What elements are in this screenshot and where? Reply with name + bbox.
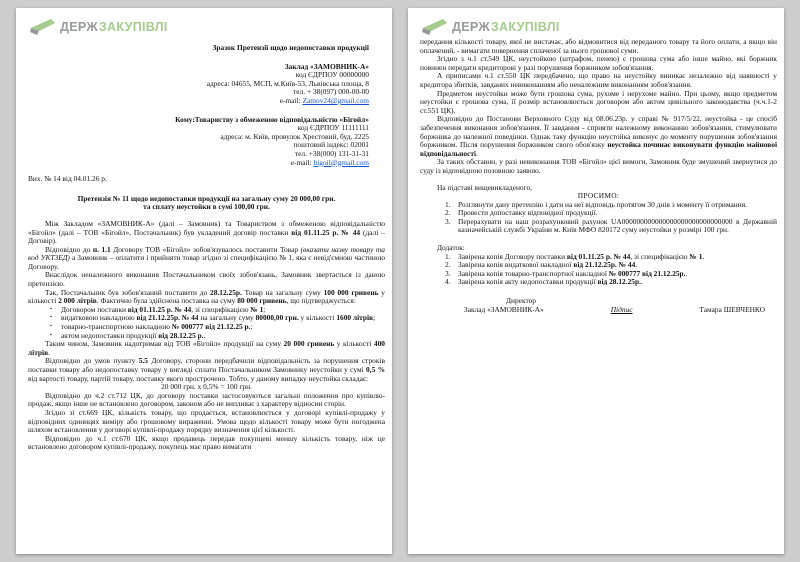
text-segment: № 1 <box>250 304 264 314</box>
annex-list <box>445 253 777 287</box>
evidence-list <box>50 306 385 340</box>
request-intro: На підставі вищевикладеного, <box>437 182 533 192</box>
logo-arrow-icon <box>422 18 448 36</box>
text-segment: у кількості <box>28 287 385 306</box>
sender-phone: тел. + 38(097) 000-00-00 <box>293 87 369 97</box>
claim-title-line1: Претензія № 11 щодо недопоставки продукції на загальну суму 20 000,00 грн. <box>77 193 336 203</box>
text-segment: від вартості товару, партій товару, поставку якого прострочено. Тобто, у даному випадку неустойка складає: <box>28 373 369 383</box>
text-segment: . <box>640 277 643 287</box>
text-segment: 80000,00 грн. <box>255 313 299 323</box>
text-segment: 400 літрів <box>28 339 385 357</box>
sample-title: Зразок Претензії щодо недопоставки продукції <box>212 43 369 52</box>
text-segment: . Фактично була здійснена поставка на суму <box>96 296 238 306</box>
text-segment: від 01.11.25 р. № 44 <box>291 227 361 237</box>
paragraph <box>420 90 777 116</box>
item-number: 3. <box>445 268 451 278</box>
text-segment: Відповідно до <box>45 244 93 254</box>
text-segment: За таких обставин, у разі невиконання ТОВ «Бігойл» цієї вимоги, Замовник буде змушений звернутися до суду із відповідною позовною заявою. <box>420 157 777 175</box>
text-segment: від 28.12.25 р. <box>158 330 204 340</box>
paragraph <box>420 38 777 55</box>
paragraph <box>28 289 385 306</box>
text-segment: 100 000 гривень <box>323 287 379 297</box>
text-segment: № 1 <box>689 251 703 261</box>
paragraph <box>28 435 385 452</box>
text-segment: Предметом неустойки може бути грошова сума, рухоме і нерухоме майно. При цьому, якщо предметом неустойки є грошова сума, її розмір встановлюється договором або актом цивільного законодавства (ч.ч.1-2 ст.551 ЦК). <box>420 88 777 115</box>
recipient-block <box>28 116 385 168</box>
text-segment: Відповідно до умов пункту <box>45 356 139 366</box>
recipient-email-link[interactable]: bigoil@gmail.com <box>313 157 369 167</box>
text-segment: . <box>635 260 638 270</box>
paragraph <box>28 409 385 435</box>
text-segment: Завірена копія товарно-транспортної накладної <box>458 268 609 278</box>
text-segment: неустойка починає виконувати функцію майнової відповідальності <box>420 140 777 158</box>
paragraph <box>28 246 385 272</box>
text-segment: Договору ТОВ «Бігойл» зобов'язувалось поставити Товар <box>110 244 301 254</box>
item-number: 4. <box>445 277 451 287</box>
text-segment: Згідно з ч.1 ст.549 ЦК, неустойкою (штрафом, пенею) є грошова сума або інше майно, які боржник повинен передати кредиторові у разі порушення боржником зобов'язання. <box>420 54 777 72</box>
text-segment: Відповідно до ч.1 ст.670 ЦК, якщо продавець передав покупцеві меншу кількість товару, ніж це встановлено договором купівлі-продажу, покупець має право вимагати <box>28 433 385 452</box>
text-segment: (далі – Договір). <box>28 227 385 246</box>
recipient-phone: тел. +38(000) 131-31-31 <box>294 148 369 158</box>
text-segment: А приписами ч.1 ст.550 ЦК передбачено, що право на неустойку виникає незалежно від наявності у кредитора збитків, завданих невиконанням або неналежним виконанням зобов'язання. <box>420 71 777 89</box>
sender-email-link[interactable]: Zamov24@gmail.com <box>302 95 369 105</box>
sender-name: Заклад «ЗАМОВНИК-А» <box>284 61 369 71</box>
recipient-name: Кому:Товариству з обмеженою відповідальністю «Бігойл» <box>175 114 369 124</box>
bullet-marker: ▪ <box>50 332 52 338</box>
text-segment: Розглянути дану претензію і дати на неї відповідь протягом 30 днів з моменту її отримання. <box>458 199 747 209</box>
text-segment: 80 000 гривень <box>237 296 287 306</box>
derzhzakupivli-logo <box>30 18 385 36</box>
text-segment: п. 1.1 <box>92 244 111 254</box>
text-segment: Провести допоставку відповідної продукції. <box>458 208 598 218</box>
request-heading: ПРОСИМО: <box>577 191 620 201</box>
text-segment: , зі специфікацією <box>630 251 690 261</box>
signature-placeholder: Підпис <box>610 304 633 314</box>
text-segment: від 01.11.25 р. № 44 <box>566 251 631 261</box>
list-item <box>445 218 777 235</box>
text-segment: Згідно зі ст.669 ЦК, кількість товару, що продається, встановлюється у договорі купівлі-продажу у відповідних одиницях виміру або грошовому вираженні. Умова щодо кількості товару може бути погоджена шляхом встановлення у договорі купівлі-продажу порядку визначення цієї кількості. <box>28 407 385 435</box>
text-segment: Відповідно до ч.2 ст.712 ЦК, до договору поставки застосовуються загальні положення про купівлю-продаж, якщо інше не встановлено договором, законом або не випливає з характеру відносин сторін. <box>28 390 385 409</box>
text-segment: видатковою накладною <box>61 313 137 323</box>
email-label: e-mail: <box>279 95 303 105</box>
bullet-marker: ▪ <box>50 306 52 312</box>
text-segment: на загальну суму <box>198 313 256 323</box>
paragraph <box>420 115 777 158</box>
text-segment: , що підтверджується: <box>286 296 356 306</box>
logo-text-gray: ДЕРЖ <box>452 20 490 34</box>
list-item-text <box>458 278 777 287</box>
text-segment: Таким чином, Замовник надотримав від ТОВ «Бігойл» продукції на суму <box>45 339 284 349</box>
text-segment: , зі специфікацією <box>191 304 251 314</box>
sender-address: адреса: 04655, МСП, м.Київ-53, Львівська площа, 8 <box>206 78 369 88</box>
text-segment: . <box>702 251 705 261</box>
text-segment: у кількості <box>334 339 374 349</box>
recipient-postal: поштовий індекс: 02001 <box>293 140 369 150</box>
text-segment: 2 000 літрів <box>58 296 97 306</box>
text-segment: № 000777 від 21.12.25 р. <box>171 322 251 332</box>
sender-block <box>28 63 385 106</box>
text-segment: ; <box>263 304 266 314</box>
text-segment: від 28.12.25р. <box>597 277 641 287</box>
text-segment: від 21.12.25р. № 44 <box>136 313 199 323</box>
text-segment: ; <box>373 313 376 323</box>
item-number: 2. <box>445 208 451 218</box>
item-number: 3. <box>445 216 451 226</box>
bullet-marker: ▪ <box>50 324 52 330</box>
text-segment: 1600 літрів <box>336 313 374 323</box>
item-number: 1. <box>445 199 451 209</box>
claim-title <box>34 195 379 212</box>
text-segment: (вказати назву товару та код УКТЗЕД) <box>28 244 385 263</box>
request-list <box>445 201 777 235</box>
penalty-formula: 20 000 грн. х 0,5% = 100 грн. <box>161 382 252 392</box>
text-segment: у кількості <box>298 313 337 323</box>
text-segment: 28.12.25р. <box>210 287 242 297</box>
item-number: 2. <box>445 260 451 270</box>
text-segment: . <box>48 347 50 357</box>
text-segment: 20 000 гривень <box>283 339 335 349</box>
recipient-address: адреса: м. Київ, провулок Хрестовий, буд. 2225 <box>220 131 369 141</box>
recipient-email-line <box>28 159 369 168</box>
text-segment: Договором поставки <box>61 304 128 314</box>
paragraph <box>28 392 385 409</box>
derzhzakupivli-logo <box>422 18 777 36</box>
logo-text-green: ЗАКУПІВЛІ <box>98 20 168 34</box>
text-segment: Перерахувати на наш розрахунковий рахунок UA000000000000000000000000000000 в Державній казначейській службі України м. Київ МФО 820172 суму неустойки у розмірі 100 грн. <box>458 216 777 235</box>
paragraph <box>28 220 385 246</box>
signature-organization: Заклад «ЗАМОВНИК-А» <box>464 304 544 314</box>
text-segment: Завірена копія видаткової накладної <box>458 260 574 270</box>
bullet-marker: ▪ <box>50 315 52 321</box>
list-item <box>445 278 777 287</box>
sender-edrpou: код ЄДРПОУ 00000000 <box>295 70 369 80</box>
text-segment: Завірена копія акту недопоставки продукції <box>458 277 598 287</box>
text-segment: актом недопоставки продукції <box>61 330 159 340</box>
paragraph <box>420 158 777 175</box>
text-segment: . <box>203 330 206 340</box>
text-segment: 5.5 <box>138 356 148 366</box>
text-segment: Внаслідок неналежного виконання Постачальником своїх зобов'язань, Замовник звертається із даною претензією. <box>28 270 385 289</box>
text-segment: Договору, сторони передбачили відповідальність за порушення строків поставки товару або недопоставку товару у вигляді сплати Постачальником Замовнику неустойки у сумі <box>28 356 385 374</box>
signature-role: Директор <box>506 296 536 306</box>
document-page-2 <box>408 8 784 554</box>
logo-text-gray: ДЕРЖ <box>60 20 98 34</box>
annex-heading: Додаток: <box>437 243 465 253</box>
text-segment: Між Закладом «ЗАМОВНИК-А» (далі – Замовник) та Товариством з обмеженою відповідальністю «Бігойл» (далі – ТОВ «Бігойл», Постачальник) був укладений договір поставки <box>28 218 385 237</box>
sender-email-line <box>28 97 369 106</box>
logo-arrow-icon <box>30 18 56 36</box>
claim-title-line2: та сплату неустойки в сумі 100,00 грн. <box>143 202 270 212</box>
text-segment: . <box>476 148 478 158</box>
list-item-text <box>458 218 777 235</box>
paragraph <box>420 72 777 89</box>
text-segment: від 01.11.25 р. № 44 <box>127 304 192 314</box>
outgoing-ref: Вих. № 14 від 04.01.26 р. <box>28 174 107 184</box>
paragraph <box>28 271 385 288</box>
text-segment: 0,5 % <box>366 365 385 374</box>
signature-row <box>420 306 777 315</box>
text-segment: передання кількості товару, якої не вистачає, або відмовитися від переданого товару та його оплати, а якщо він оплачений, - вимагати повернення сплаченої за нього грошової суми. <box>420 37 777 55</box>
text-segment: товарно-транспортною накладною <box>61 322 172 332</box>
text-segment: а Замовник – оплатити і прийняти товар згідно зі специфікацією № 1, яка є невід'ємною частиною Договору. <box>28 253 386 271</box>
text-segment: від 21.12.25р. № 44 <box>573 260 636 270</box>
item-number: 1. <box>445 251 451 261</box>
text-segment: Завірена копія Договору поставки <box>458 251 567 261</box>
paragraph <box>420 55 777 72</box>
logo-text-green: ЗАКУПІВЛІ <box>490 20 560 34</box>
paragraph <box>28 357 385 383</box>
text-segment: ; <box>250 322 253 332</box>
text-segment: Відповідно до Постанови Верховного Суду від 08.06.23р. у справі № 917/5/22, неустойка - це спосіб забезпечення виконання зобов'язання. Її завдання - сприяти належному виконанню зобов'язання, стимулювати боржника до належної поведінки. Однак таку функцію неустойка виконує до моменту порушення зобов'язання боржником. Після порушення боржником свого обов'язку <box>420 114 777 150</box>
document-page-1 <box>16 8 392 554</box>
text-segment: № 000777 від 21.12.25р. <box>608 268 686 278</box>
recipient-edrpou: код ЄДРПОУ 11111111 <box>297 123 369 133</box>
email-label: e-mail: <box>290 157 314 167</box>
text-segment: . <box>685 268 688 278</box>
paragraph <box>28 340 385 357</box>
text-segment: Товар на загальну суму <box>241 287 324 297</box>
signature-name: Тамара ШЕВЧЕНКО <box>699 304 765 314</box>
text-segment: Так, Постачальник був зобов'язаний поставити до <box>45 287 211 297</box>
